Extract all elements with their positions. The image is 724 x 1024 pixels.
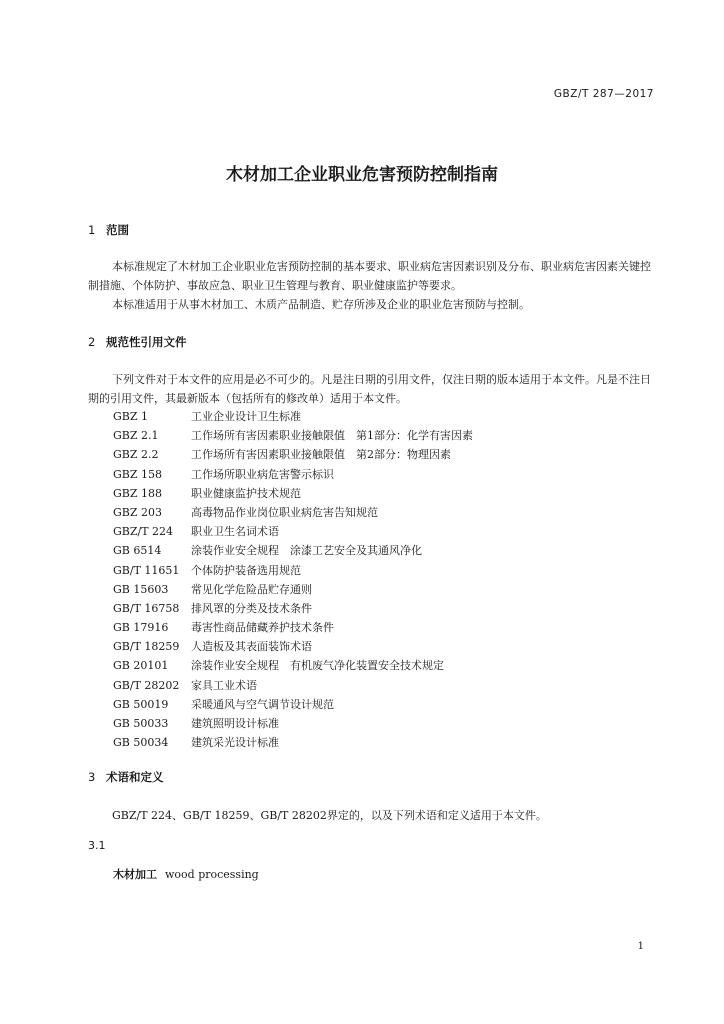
reference-code: GBZ 1 [113,410,149,423]
paragraph-text: 本标准规定了木材加工企业职业危害预防控制的基本要求、职业病危害因素识别及分布、职业病危害因素关键控制措施、个体防护、事故应急、职业卫生管理与教育、职业健康监护等要求。 [88,260,651,292]
paragraph [88,806,656,825]
reference-item [113,695,473,714]
reference-item [113,522,473,541]
reference-item [113,484,473,503]
reference-name: 毒害性商品储藏养护技术条件 [191,621,334,635]
section-number: 1 [88,223,96,237]
document-title: 木材加工企业职业危害预防控制指南 [226,165,498,185]
reference-name: 工业企业设计卫生标准 [191,410,301,423]
reference-item [113,656,473,675]
reference-name: 排风罩的分类及技术条件 [191,601,312,615]
paragraph-text: 下列文件对于本文件的应用是必不可少的。凡是注日期的引用文件，仅注日期的版本适用于本文件。凡是不注日期的引用文件，其最新版本（包括所有的修改单）适用于本文件。 [88,373,651,405]
reference-name: 建筑照明设计标准 [191,717,279,730]
reference-name: 常见化学危险品贮存通则 [191,582,312,596]
reference-code: GB 50033 [113,717,169,730]
reference-code: GBZ 2.2 [113,448,159,462]
reference-name: 个体防护装备选用规范 [191,563,301,577]
page-number: 1 [637,941,644,952]
reference-code: GB 50034 [113,736,169,750]
reference-name: 工作场所有害因素职业接触限值 第1部分：化学有害因素 [191,429,473,443]
section-heading-terms-and-definitions [88,769,164,785]
reference-name: 采暖通风与空气调节设计规范 [191,697,334,711]
reference-item [113,407,473,426]
section-heading-normative-references [88,334,187,350]
reference-item [113,637,473,656]
reference-name: 涂装作业安全规程 有机废气净化装置安全技术规定 [191,659,444,673]
reference-code: GB/T 18259 [113,640,180,654]
reference-name: 建筑采光设计标准 [191,736,279,750]
reference-code: GB 17916 [113,621,169,635]
reference-item [113,541,473,560]
reference-code: GB/T 28202 [113,678,180,692]
term-entry [113,866,259,882]
section-title: 术语和定义 [106,770,164,784]
section-title: 范围 [106,223,129,237]
paragraph [88,295,656,314]
reference-code: GBZ/T 224 [113,525,174,539]
reference-code: GB/T 11651 [113,563,180,577]
section-title: 规范性引用文件 [106,335,187,349]
reference-item [113,676,473,695]
paragraph-text: 本标准适用于从事木材加工、木质产品制造、贮存所涉及企业的职业危害预防与控制。 [112,298,530,311]
reference-item [113,599,473,618]
reference-code: GB/T 16758 [113,601,180,615]
reference-code: GBZ 188 [113,486,163,500]
reference-item [113,426,473,445]
paragraph [88,370,656,408]
reference-name: 职业卫生名词术语 [191,525,279,539]
reference-item [113,714,473,733]
term-english: wood processing [165,868,259,881]
reference-item [113,445,473,464]
term-chinese: 木材加工 [113,868,157,881]
reference-code: GBZ 158 [113,467,163,481]
reference-name: 工作场所职业病危害警示标识 [191,467,334,481]
reference-item [113,503,473,522]
section-number: 3 [88,770,96,784]
section-heading-scope [88,222,129,238]
reference-code: GB 20101 [113,659,169,673]
reference-name: 工作场所有害因素职业接触限值 第2部分：物理因素 [191,448,451,462]
reference-code: GBZ 203 [113,505,163,519]
reference-item [113,733,473,752]
clause-number: 3.1 [88,839,106,852]
reference-code: GBZ 2.1 [113,429,159,443]
reference-name: 高毒物品作业岗位职业病危害告知规范 [191,505,378,519]
reference-code: GB 15603 [113,582,169,596]
section-number: 2 [88,335,96,349]
document-code: GBZ/T 287—2017 [553,88,654,100]
reference-name: 涂装作业安全规程 涂漆工艺安全及其通风净化 [191,544,422,558]
reference-name: 家具工业术语 [191,678,257,692]
paragraph-text: GBZ/T 224、GB/T 18259、GB/T 28202界定的，以及下列术语和定义适用于本文件。 [112,809,547,822]
paragraph [88,257,656,295]
reference-name: 人造板及其表面装饰术语 [191,640,312,654]
reference-item [113,618,473,637]
reference-list [113,407,473,752]
reference-item [113,580,473,599]
reference-name: 职业健康监护技术规范 [191,486,301,500]
reference-item [113,465,473,484]
reference-item [113,561,473,580]
reference-code: GB 6514 [113,544,162,558]
reference-code: GB 50019 [113,697,169,711]
